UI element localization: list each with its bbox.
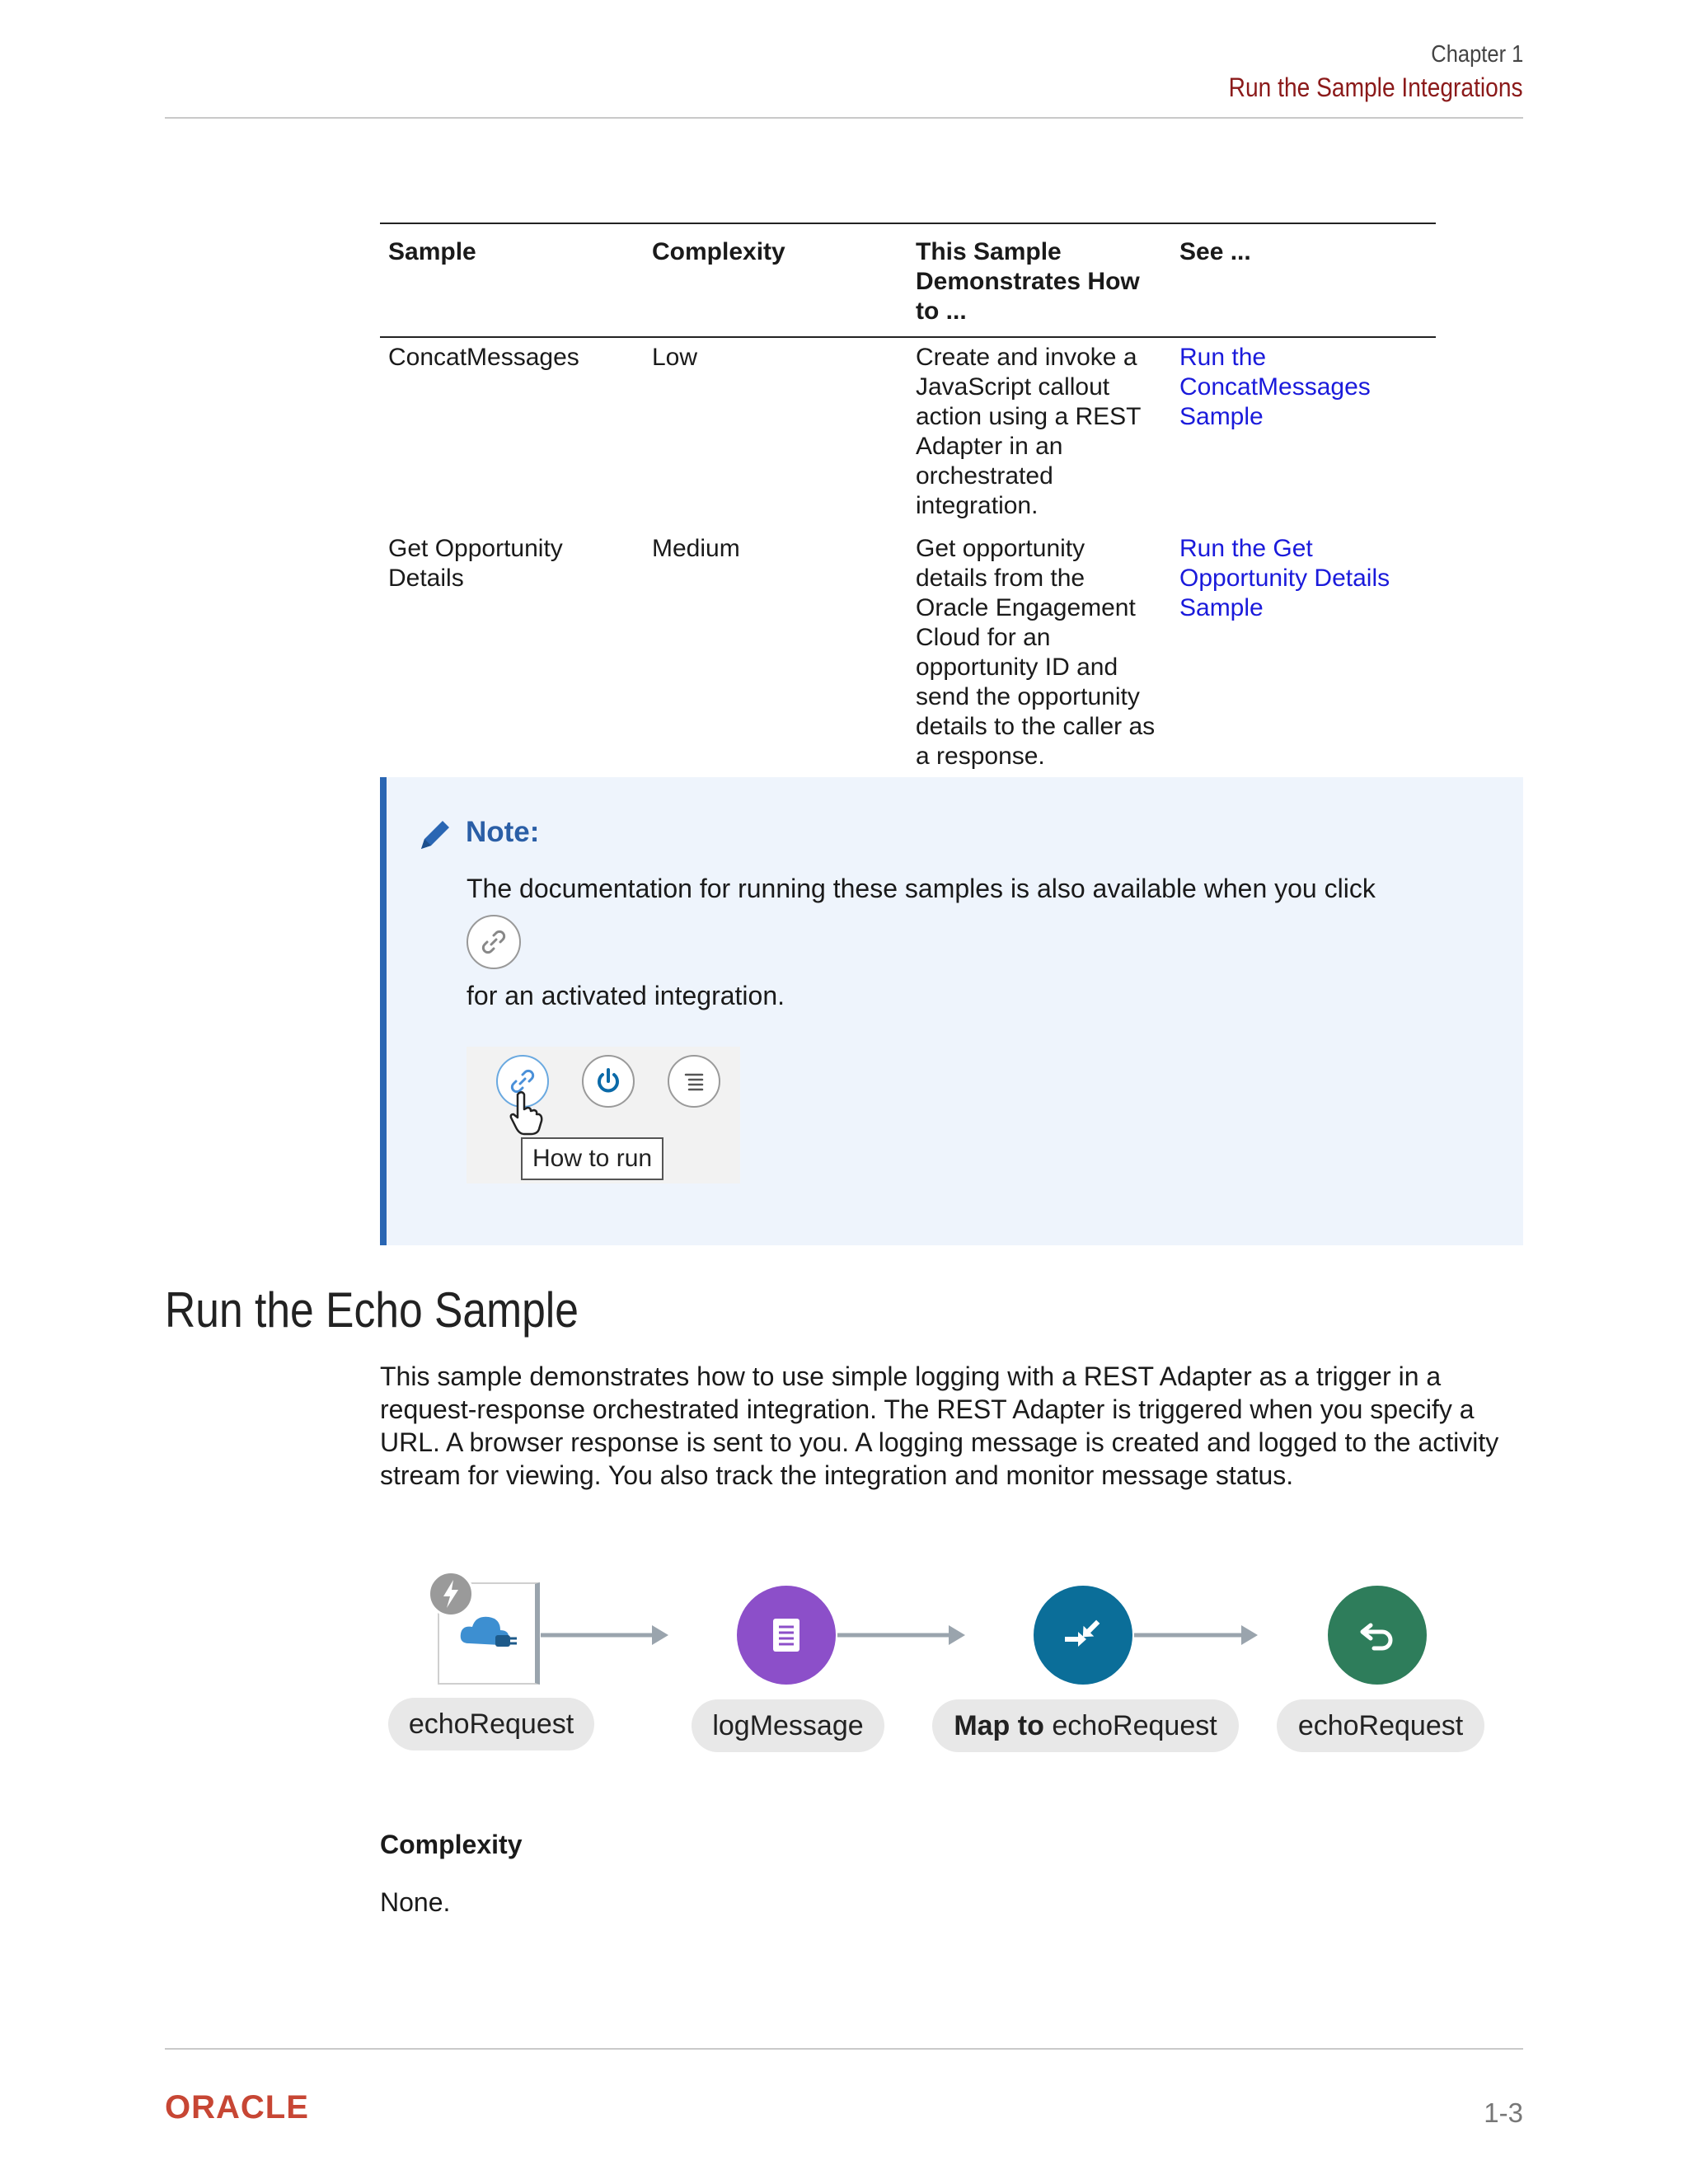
link-icon [467, 915, 521, 969]
log-icon [765, 1614, 808, 1657]
page-number: 1-3 [1484, 2097, 1523, 2128]
flow-label-map-bold: Map to [954, 1710, 1044, 1741]
cell-complexity: Low [652, 344, 698, 371]
concatmessages-link[interactable]: Run the ConcatMessages Sample [1179, 344, 1371, 430]
hand-cursor-icon [508, 1090, 544, 1136]
complexity-value: None. [380, 1887, 451, 1917]
section-body: This sample demonstrates how to use simple logging with a REST Adapter as a trigger in a request-response orchestrated integration. The REST Adapter is triggered when you specify a URL. A browser response is sent to you. A logging message is created and logged to the activity stream for viewing. You also track the integration and monitor message status. [380, 1361, 1499, 1490]
flow-label-map-target: echoRequest [1052, 1710, 1217, 1741]
menu-button[interactable] [668, 1055, 720, 1108]
how-to-run-tooltip: How to run [521, 1137, 663, 1180]
rest-trigger-icon [457, 1607, 520, 1657]
cell-link [1171, 529, 1436, 780]
activate-button[interactable] [582, 1055, 635, 1108]
list-icon [680, 1067, 708, 1095]
pencil-icon [416, 816, 454, 854]
arrow-head [652, 1625, 668, 1645]
column-header-complexity: Complexity [644, 223, 907, 337]
oracle-logo: ORACLE [165, 2089, 309, 2125]
header-divider [165, 117, 1523, 119]
column-header-sample: Sample [380, 223, 644, 337]
flow-label-map [932, 1699, 1239, 1752]
return-icon [1354, 1612, 1400, 1658]
cell-complexity: Medium [644, 529, 907, 780]
section-header: Run the Sample Integrations [1229, 73, 1523, 102]
flow-label-echo-request-return: echoRequest [1277, 1699, 1484, 1752]
map-node[interactable] [1034, 1586, 1132, 1685]
note-text: The documentation for running these samples is also available when you click [467, 874, 1376, 903]
cell-sample: Get Opportunity Details [380, 529, 644, 780]
arrow-head [1241, 1625, 1258, 1645]
power-icon [593, 1066, 624, 1097]
table-row [380, 337, 1436, 529]
section-title: Run the Echo Sample [165, 1282, 579, 1338]
note-text-continued: for an activated integration. [467, 981, 785, 1010]
note-title: Note: [466, 816, 540, 848]
complexity-heading: Complexity [380, 1830, 523, 1859]
flow-label-echo-request-trigger: echoRequest [388, 1698, 594, 1750]
chapter-label: Chapter 1 [1430, 41, 1523, 68]
table-header-row [380, 223, 1436, 337]
cell-description: Get opportunity details from the Oracle Engagement Cloud for an opportunity ID and send the opportunity details to the caller as a response. [907, 529, 1171, 780]
get-opportunity-link[interactable]: Run the Get Opportunity Details Sample [1179, 535, 1390, 621]
table-row [380, 529, 1436, 780]
lightning-icon [430, 1573, 471, 1615]
trigger-badge [428, 1571, 474, 1617]
footer-divider [165, 2048, 1523, 2050]
cell-sample: ConcatMessages [388, 344, 579, 371]
map-icon [1060, 1612, 1106, 1658]
cell-link [1171, 337, 1436, 529]
flow-label-log-message: logMessage [692, 1699, 884, 1752]
cell-description: Create and invoke a JavaScript callout action using a REST Adapter in an orchestrated integration. [916, 344, 1141, 519]
samples-table [380, 223, 1436, 781]
log-message-node[interactable] [737, 1586, 836, 1685]
return-node[interactable] [1328, 1586, 1427, 1685]
arrow-head [949, 1625, 965, 1645]
integration-flow-diagram [380, 1558, 1526, 1764]
column-header-see: See ... [1171, 223, 1436, 337]
column-header-demonstrates: This Sample Demonstrates How to ... [907, 223, 1171, 337]
